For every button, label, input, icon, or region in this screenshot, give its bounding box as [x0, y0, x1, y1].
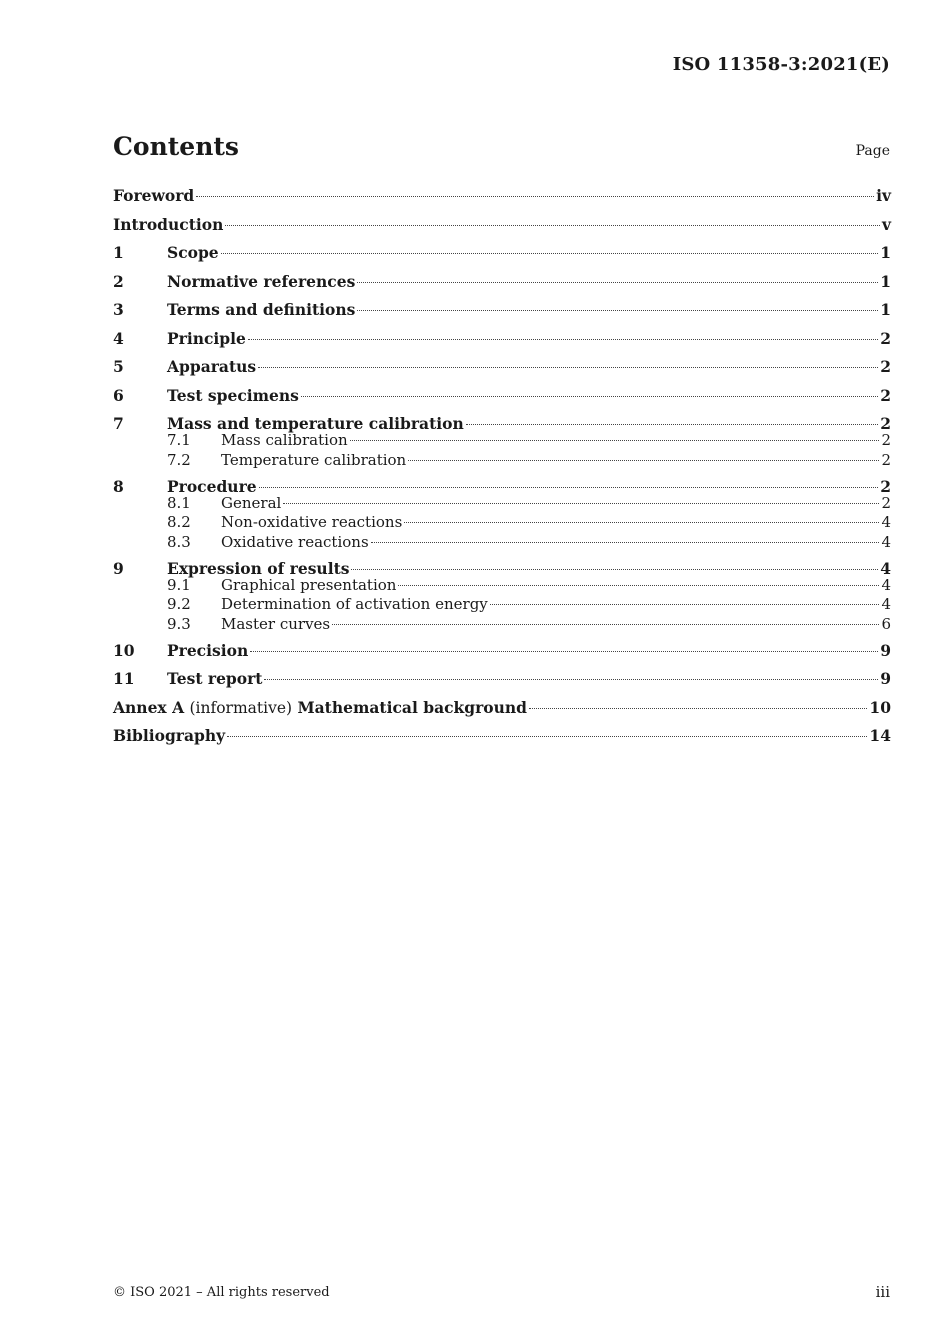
toc-leader-dots [466, 424, 878, 425]
toc-entry-page: 9 [880, 640, 891, 660]
toc-leader-dots [398, 585, 879, 586]
toc-entry-label: Procedure [167, 476, 257, 496]
toc-entry-label: Foreword [113, 186, 195, 205]
toc-subentry-page: 4 [881, 532, 891, 551]
toc-subentry-temperature-calibration[interactable] [113, 451, 891, 475]
toc-subentry-master-curves[interactable] [113, 615, 891, 639]
footer-page-number: iii [875, 1283, 890, 1301]
toc-entry-procedure[interactable] [113, 475, 891, 494]
toc-entry-label: Expression of results [167, 558, 350, 578]
toc-leader-dots [408, 460, 879, 461]
toc-subentry-page: 4 [881, 513, 891, 531]
toc-subentry-number: 8.1 [167, 493, 191, 512]
toc-subentry-number: 8.2 [167, 513, 191, 531]
toc-leader-dots [529, 708, 867, 709]
toc-entry-test-specimens[interactable] [113, 384, 891, 413]
toc-leader-dots [350, 440, 880, 441]
toc-leader-dots [332, 624, 879, 625]
document-header: ISO 11358-3:2021(E) [672, 54, 890, 75]
toc-leader-dots [490, 604, 880, 605]
toc-entry-expression-of-results[interactable] [113, 557, 891, 576]
toc-leader-dots [264, 679, 878, 680]
toc-entry-number: 3 [113, 300, 124, 319]
toc-entry-scope[interactable] [113, 241, 891, 270]
toc-leader-dots [250, 651, 878, 652]
toc-entry-label: Precision [167, 640, 249, 660]
toc-entry-page: 14 [869, 726, 891, 745]
toc-entry-page: iv [876, 186, 891, 205]
toc-subentry-graphical-presentation[interactable] [113, 576, 891, 596]
toc-subentry-page: 6 [881, 614, 891, 633]
toc-subentry-page: 2 [881, 431, 891, 449]
toc-leader-dots [351, 569, 878, 570]
toc-subentry-label: Temperature calibration [221, 450, 407, 469]
annex-prefix: Annex A [113, 697, 185, 717]
toc-entry-label: Terms and definitions [167, 300, 356, 319]
toc-leader-dots [357, 282, 878, 283]
toc-entry-number: 1 [113, 243, 124, 262]
toc-leader-dots [196, 196, 874, 197]
toc-subentry-page: 4 [881, 575, 891, 594]
toc-entry-terms-and-definitions[interactable] [113, 298, 891, 327]
toc-entry-page: v [881, 214, 891, 234]
toc-subentry-number: 9.1 [167, 575, 191, 594]
toc-entry-number: 9 [113, 558, 124, 578]
toc-entry-page: 2 [880, 414, 891, 433]
toc-entry-calibration[interactable] [113, 412, 891, 431]
toc-subentry-label: Oxidative reactions [221, 532, 369, 551]
toc-subentry-number: 7.1 [167, 431, 191, 449]
toc-entry-label: Apparatus [167, 357, 257, 376]
toc-subentry-non-oxidative-reactions[interactable] [113, 513, 891, 533]
page-column-label: Page [855, 143, 890, 159]
contents-title: Contents [113, 132, 240, 161]
toc-entry-page: 2 [880, 328, 891, 348]
toc-entry-label: Test report [167, 669, 263, 688]
toc-entry-number: 8 [113, 476, 124, 496]
toc-entry-label: Normative references [167, 271, 356, 291]
toc-entry-label: Bibliography [113, 726, 226, 745]
toc-leader-dots [357, 310, 878, 311]
toc-entry-page: 2 [880, 476, 891, 496]
toc-entry-page: 4 [880, 558, 891, 578]
toc-subentry-label: Non-oxidative reactions [221, 513, 403, 531]
toc-leader-dots [371, 542, 880, 543]
toc-leader-dots [404, 522, 879, 523]
toc-subentry-label: Master curves [221, 614, 331, 633]
toc-entry-page: 10 [869, 697, 891, 717]
toc-entry-label: Principle [167, 328, 246, 348]
toc-entry-label: Scope [167, 243, 219, 262]
toc-entry-label: Mass and temperature calibration [167, 414, 464, 433]
toc-subentry-activation-energy[interactable] [113, 595, 891, 615]
toc-entry-page: 2 [880, 357, 891, 376]
toc-subentry-number: 7.2 [167, 450, 191, 469]
footer-copyright: © ISO 2021 – All rights reserved [113, 1285, 330, 1300]
toc-entry-label: Introduction [113, 214, 224, 234]
toc-entry-page: 1 [880, 271, 891, 291]
toc-entry-label: Test specimens [167, 385, 299, 405]
toc-leader-dots [283, 503, 879, 504]
toc-subentry-number: 8.3 [167, 532, 191, 551]
toc-entry-number: 2 [113, 271, 124, 291]
toc-entry-number: 11 [113, 669, 135, 688]
toc-leader-dots [258, 367, 878, 368]
toc-subentry-label: Mass calibration [221, 431, 348, 449]
toc-entry-number: 7 [113, 414, 124, 433]
table-of-contents [113, 184, 891, 753]
toc-subentry-label: Determination of activation energy [221, 595, 488, 613]
toc-entry-page: 2 [880, 385, 891, 405]
toc-entry-principle[interactable] [113, 327, 891, 356]
toc-entry-test-report[interactable] [113, 667, 891, 696]
toc-entry-precision[interactable] [113, 639, 891, 668]
toc-leader-dots [301, 396, 878, 397]
toc-subentry-general[interactable] [113, 494, 891, 514]
toc-entry-page: 1 [880, 243, 891, 262]
toc-entry-page: 1 [880, 300, 891, 319]
toc-subentry-oxidative-reactions[interactable] [113, 533, 891, 557]
toc-entry-apparatus[interactable] [113, 355, 891, 384]
toc-leader-dots [221, 253, 879, 254]
toc-entry-label [113, 696, 527, 720]
annex-qualifier: (informative) [189, 698, 293, 717]
toc-entry-normative-references[interactable] [113, 270, 891, 299]
toc-leader-dots [248, 339, 878, 340]
toc-entry-introduction[interactable] [113, 213, 891, 242]
toc-subentry-number: 9.2 [167, 595, 191, 613]
toc-entry-annex-a[interactable] [113, 696, 891, 725]
toc-entry-number: 6 [113, 385, 124, 405]
toc-subentry-label: Graphical presentation [221, 575, 397, 594]
toc-subentry-label: General [221, 493, 282, 512]
toc-leader-dots [259, 487, 879, 488]
toc-entry-page: 9 [880, 669, 891, 688]
toc-subentry-page: 2 [881, 450, 891, 469]
toc-entry-bibliography[interactable] [113, 724, 891, 753]
toc-entry-number: 5 [113, 357, 124, 376]
toc-entry-number: 10 [113, 640, 135, 660]
toc-leader-dots [227, 736, 867, 737]
toc-subentry-page: 2 [881, 493, 891, 512]
toc-entry-foreword[interactable] [113, 184, 891, 213]
toc-subentry-number: 9.3 [167, 614, 191, 633]
toc-subentry-mass-calibration[interactable] [113, 431, 891, 451]
annex-title: Mathematical background [297, 697, 528, 717]
toc-subentry-page: 4 [881, 595, 891, 613]
toc-entry-number: 4 [113, 328, 124, 348]
toc-leader-dots [225, 225, 880, 226]
